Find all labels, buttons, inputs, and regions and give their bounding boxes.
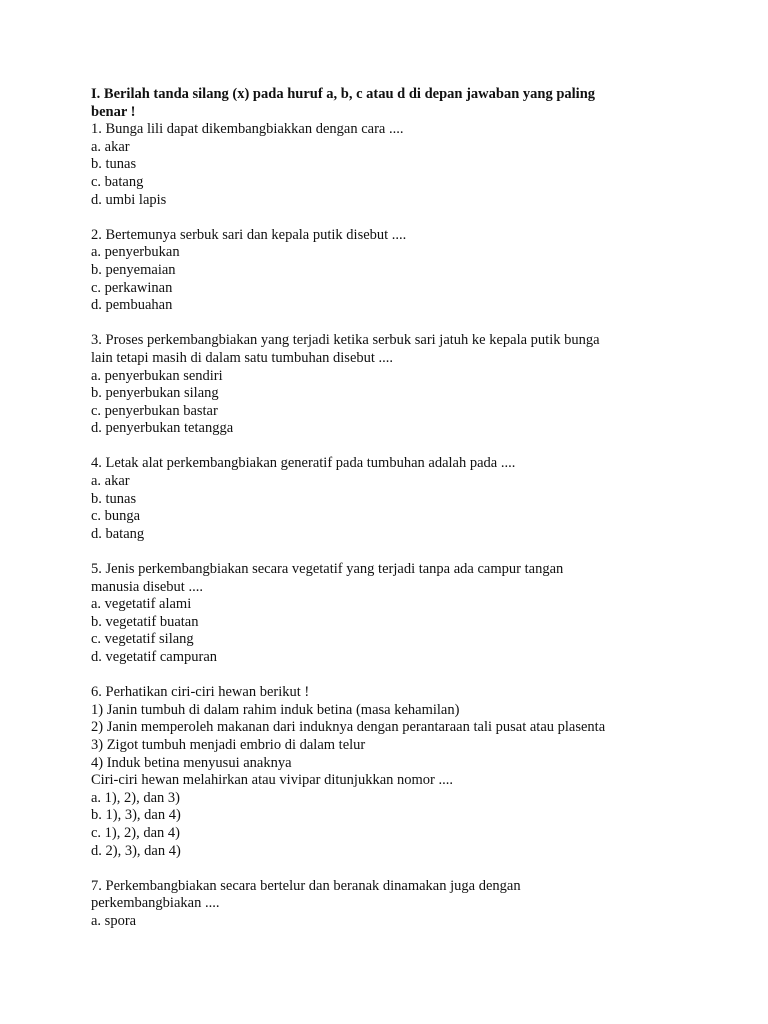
answer-option: a. vegetatif alami: [91, 596, 192, 613]
answer-option: d. umbi lapis: [91, 191, 167, 208]
answer-option: a. akar: [91, 473, 130, 490]
question-text-line: 4) Induk betina menyusui anaknya: [91, 754, 292, 771]
answer-option: b. vegetatif buatan: [91, 613, 199, 630]
instruction-line: benar !: [91, 103, 136, 120]
question-text: 4. Letak alat perkembangbiakan generatif pada tumbuhan adalah pada ....: [91, 455, 516, 472]
answer-option: c. penyerbukan bastar: [91, 402, 218, 419]
question-text-line: Ciri-ciri hewan melahirkan atau vivipar ditunjukkan nomor ....: [91, 772, 453, 789]
document-page: [91, 86, 691, 931]
question-text: 7. Perkembangbiakan secara bertelur dan beranak dinamakan juga dengan: [91, 877, 521, 894]
answer-option: c. perkawinan: [91, 279, 173, 296]
question-7: [91, 878, 691, 931]
answer-option: d. penyerbukan tetangga: [91, 420, 234, 437]
answer-option: a. 1), 2), dan 3): [91, 789, 180, 806]
question-5: [91, 561, 691, 667]
question-text: 6. Perhatikan ciri-ciri hewan berikut !: [91, 684, 310, 701]
answer-option: d. 2), 3), dan 4): [91, 842, 181, 859]
question-text: 1. Bunga lili dapat dikembangbiakkan dengan cara ....: [91, 121, 404, 138]
instruction-line: I. Berilah tanda silang (x) pada huruf a, b, c atau d di depan jawaban yang paling: [91, 86, 596, 102]
answer-option: c. batang: [91, 173, 144, 190]
question-text-line: manusia disebut ....: [91, 578, 203, 595]
question-2: [91, 227, 691, 315]
instruction-heading: [91, 86, 691, 121]
answer-option: a. penyerbukan: [91, 244, 180, 261]
question-text-line: 1) Janin tumbuh di dalam rahim induk betina (masa kehamilan): [91, 701, 460, 718]
answer-option: c. vegetatif silang: [91, 631, 194, 648]
question-4: [91, 455, 691, 543]
answer-option: b. tunas: [91, 156, 137, 173]
answer-option: b. tunas: [91, 490, 137, 507]
question-list: [91, 121, 691, 930]
answer-option: d. pembuahan: [91, 297, 173, 314]
question-1: [91, 121, 691, 209]
question-text-line: lain tetapi masih di dalam satu tumbuhan disebut ....: [91, 349, 394, 366]
answer-option: b. penyerbukan silang: [91, 385, 219, 402]
answer-option: d. batang: [91, 525, 145, 542]
question-text: 2. Bertemunya serbuk sari dan kepala putik disebut ....: [91, 226, 407, 243]
answer-option: b. 1), 3), dan 4): [91, 807, 181, 824]
question-3: [91, 332, 691, 438]
answer-option: a. penyerbukan sendiri: [91, 367, 223, 384]
question-6: [91, 684, 691, 860]
answer-option: d. vegetatif campuran: [91, 649, 218, 665]
answer-option: a. akar: [91, 138, 130, 155]
answer-option: c. 1), 2), dan 4): [91, 824, 180, 841]
question-text: 5. Jenis perkembangbiakan secara vegetatif yang terjadi tanpa ada campur tangan: [91, 561, 564, 578]
question-text-line: 3) Zigot tumbuh menjadi embrio di dalam telur: [91, 736, 366, 753]
question-text: 3. Proses perkembangbiakan yang terjadi ketika serbuk sari jatuh ke kepala putik bunga: [91, 332, 600, 349]
question-text-line: 2) Janin memperoleh makanan dari induknya dengan perantaraan tali pusat atau plasenta: [91, 719, 606, 736]
answer-option: a. spora: [91, 912, 137, 929]
answer-option: b. penyemaian: [91, 261, 176, 278]
answer-option: c. bunga: [91, 508, 141, 525]
question-text-line: perkembangbiakan ....: [91, 895, 220, 912]
